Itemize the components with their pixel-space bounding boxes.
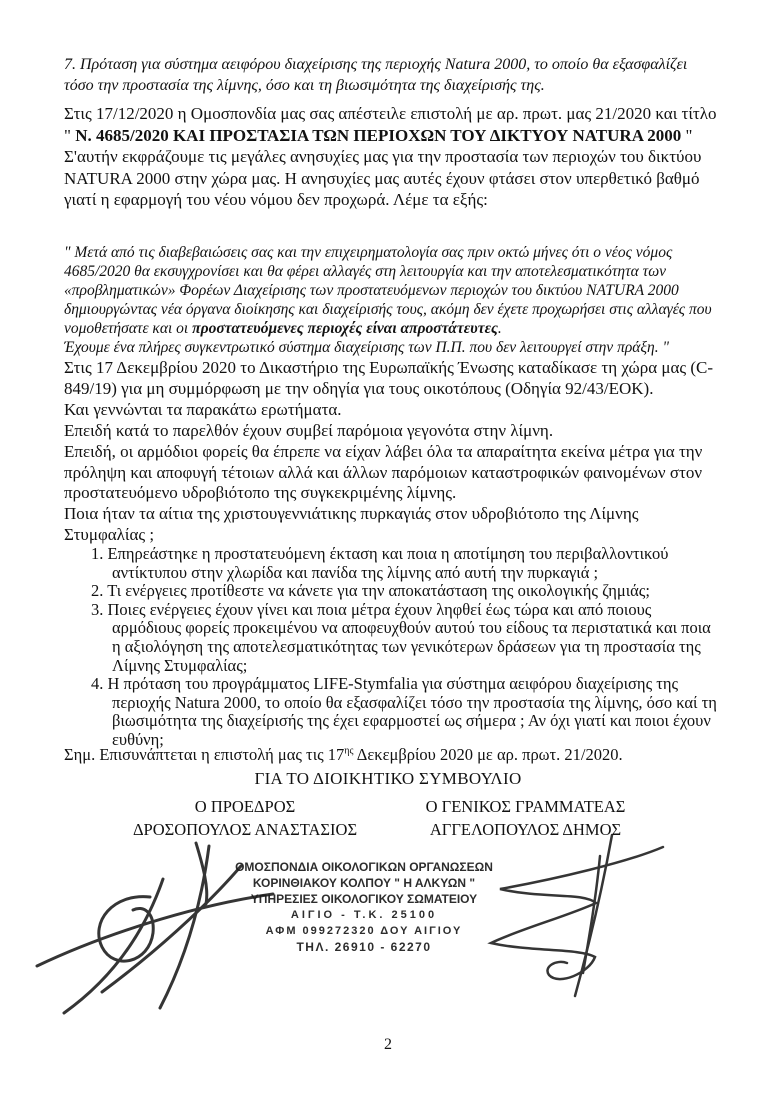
secretary-signature-scribble xyxy=(491,835,663,996)
attachment-note xyxy=(64,745,720,765)
quoted-passage xyxy=(64,243,720,357)
president-title: Ο ΠΡΟΕΔΡΟΣ xyxy=(194,797,296,816)
body-sentence: Επειδή, οι αρμόδιοι φορείς θα έπρεπε να είχαν λάβει όλα τα απαραίτητα εκείνα μέτρα για την πρόληψη και αποφυγή τέτοιων αλλά και άλλων παρόμοιων καταστροφικών φαινομένων στον προστατευόμενο υδροβιότοπο της συγκεκριμένης λίμνης. xyxy=(64,441,703,503)
law-title-closing-quote: " xyxy=(681,125,693,145)
ordinal-superscript: ης xyxy=(344,745,354,757)
board-heading: ΓΙΑ ΤΟ ΔΙΟΙΚΗΤΙΚΟ ΣΥΜΒΟΥΛΙΟ xyxy=(254,769,522,788)
stamp-address-line: ΑΙΓΙΟ - Τ.Κ. 25100 xyxy=(290,909,438,921)
letter-reference-paragraph xyxy=(64,103,720,211)
organization-stamp xyxy=(228,859,500,955)
secretary-signature-block xyxy=(398,795,653,841)
concerns-paragraph: Σ'αυτήν εκφράζουμε τις μεγάλες ανησυχίες μας για την προστασία των περιοχών του δικτύου NATURA 2000 στην χώρα μας. Η ανησυχίες μας αυτές έχουν φτάσει στον υπερθετικό βαθμό γιατί η εφαρμογή του νέου νόμου δεν προχωρά. Λέμε τα εξής: xyxy=(64,147,702,209)
quote-bold-text: προστατευόμενες περιοχές είναι απροστάτευτες xyxy=(192,320,498,337)
stamp-phone-line: ΤΗΛ. 26910 - 62270 xyxy=(296,940,432,954)
quote-period: . xyxy=(497,320,502,337)
numbered-questions-list xyxy=(64,545,720,750)
body-sentence: Ποια ήταν τα αίτια της χριστουγεννιάτικης πυρκαγιάς στον υδροβιότοπο της Λίμνης Στυμφαλίας ; xyxy=(64,504,639,545)
quote-second-sentence: Έχουμε ένα πλήρες συγκεντρωτικό σύστημα διαχείρισης των Π.Π. που δεν λειτουργεί στην πράξη. " xyxy=(64,339,669,356)
stamp-org-subname: ΚΟΡΙΝΘΙΑΚΟΥ ΚΟΛΠΟΥ " Η ΑΛΚΥΩΝ " xyxy=(252,876,476,890)
body-sentence: Στις 17 Δεκεμβρίου 2020 το Δικαστήριο της Ευρωπαϊκής Ένωσης καταδίκασε τη χώρα μας (C-849/19) για μη συμμόρφωση με την οδηγία για τους οικοτόπους (Οδηγία 92/43/ΕΟΚ). xyxy=(64,358,714,398)
question-item: 4. Η πρόταση του προγράμματος LIFE-Stymfalia για σύστημα αειφόρου διαχείρισης της περιοχής Natura 2000, το οποίο θα εξασφαλίζει τόσο την προστασία της λίμνης, όσο καί τη βιωσιμότητα της διαχείρισής της έχει εφαρμοστεί ως σήμερα ; Αν όχι γιατί και ποιοι έχουν ευθύνη; xyxy=(91,674,717,749)
note-text: Σημ. Επισυνάπτεται η επιστολή μας τις 17 xyxy=(64,745,345,764)
question-item: 1. Επηρεάστηκε η προστατευόμενη έκταση και ποια η αποτίμηση του περιβαλλοντικού αντίκτυπου στην χλωρίδα και πανίδα της λίμνης από αυτή την πυρκαγιά ; xyxy=(91,544,669,582)
law-title-bold: Ν. 4685/2020 ΚΑΙ ΠΡΟΣΤΑΣΙΑ ΤΩΝ ΠΕΡΙΟΧΩΝ ΤΟΥ ΔΙΚΤΥΟΥ NATURA 2000 xyxy=(75,125,682,145)
secretary-name: ΑΓΓΕΛΟΠΟΥΛΟΣ ΔΗΜΟΣ xyxy=(429,820,622,839)
president-name: ΔΡΟΣΟΠΟΥΛΟΣ ΑΝΑΣΤΑΣΙΟΣ xyxy=(132,820,358,839)
question-item: 2. Τι ενέργειες προτίθεστε να κάνετε για την αποκατάσταση της οικολογικής ζημιάς; xyxy=(91,581,650,601)
body-sentence: Και γεννώνται τα παρακάτω ερωτήματα. xyxy=(64,399,342,419)
main-body xyxy=(64,358,720,546)
stamp-tax-line: ΑΦΜ 099272320 ΔΟΥ ΑΙΓΙΟΥ xyxy=(265,925,463,937)
intro-paragraph-italic: 7. Πρόταση για σύστημα αειφόρου διαχείρισης της περιοχής Natura 2000, το οποίο θα εξασφαλίζει τόσο την προστασία της λίμνης, όσο και τη βιωσιμότητα της διαχείρισής της. xyxy=(64,56,688,94)
stamp-org-name: ΟΜΟΣΠΟΝΔΙΑ ΟΙΚΟΛΟΓΙΚΩΝ ΟΡΓΑΝΩΣΕΩΝ xyxy=(235,860,493,874)
page-number: 2 xyxy=(384,1036,392,1053)
letter-reference-text: Στις 17/12/2020 η Ομοσπονδία μας σας απέστειλε επιστολή με αρ. πρωτ. μας 21/2020 και τίτλο " xyxy=(64,104,717,145)
quote-text: " Μετά από τις διαβεβαιώσεις σας και την επιχειρηματολογία σας πριν οκτώ μήνες ότι ο νέος νόμος 4685/2020 θα εκσυγχρονίσει και θα φέρει αλλαγές στη λειτουργία και την αποτελεσματικότητα των «προβληματικών» Φορέων Διαχείρισης των προστατευόμενων περιοχών του δικτύου NATURA 2000 δημιουργώντας νέα όργανα διοίκησης και διαχείρισής τους, ακόμη δεν έχετε προχωρήσει στις αλλαγές που νομοθετήσατε και οι xyxy=(64,244,712,337)
body-sentence: Επειδή κατά το παρελθόν έχουν συμβεί παρόμοια γεγονότα στην λίμνη. xyxy=(64,420,554,440)
secretary-title: Ο ΓΕΝΙΚΟΣ ΓΡΑΜΜΑΤΕΑΣ xyxy=(425,797,626,816)
question-item: 3. Ποιες ενέργειες έχουν γίνει και ποια μέτρα έχουν ληφθεί έως τώρα και από ποιους αρμόδιους φορείς προκειμένου να αποφευχθούν αυτού του είδους τα περιστατικά και ποια η αξιολόγηση της αποτελεσματικότητας των γενικότερων δράσεων για τη προστασία της Λίμνης Στυμφαλίας; xyxy=(91,599,711,675)
stamp-services-line: ΥΠΗΡΕΣΙΕΣ ΟΙΚΟΛΟΓΙΚΟΥ ΣΩΜΑΤΕΙΟΥ xyxy=(250,892,478,906)
note-text-end: Δεκεμβρίου 2020 με αρ. πρωτ. 21/2020. xyxy=(353,745,623,764)
president-signature-block xyxy=(100,795,390,841)
